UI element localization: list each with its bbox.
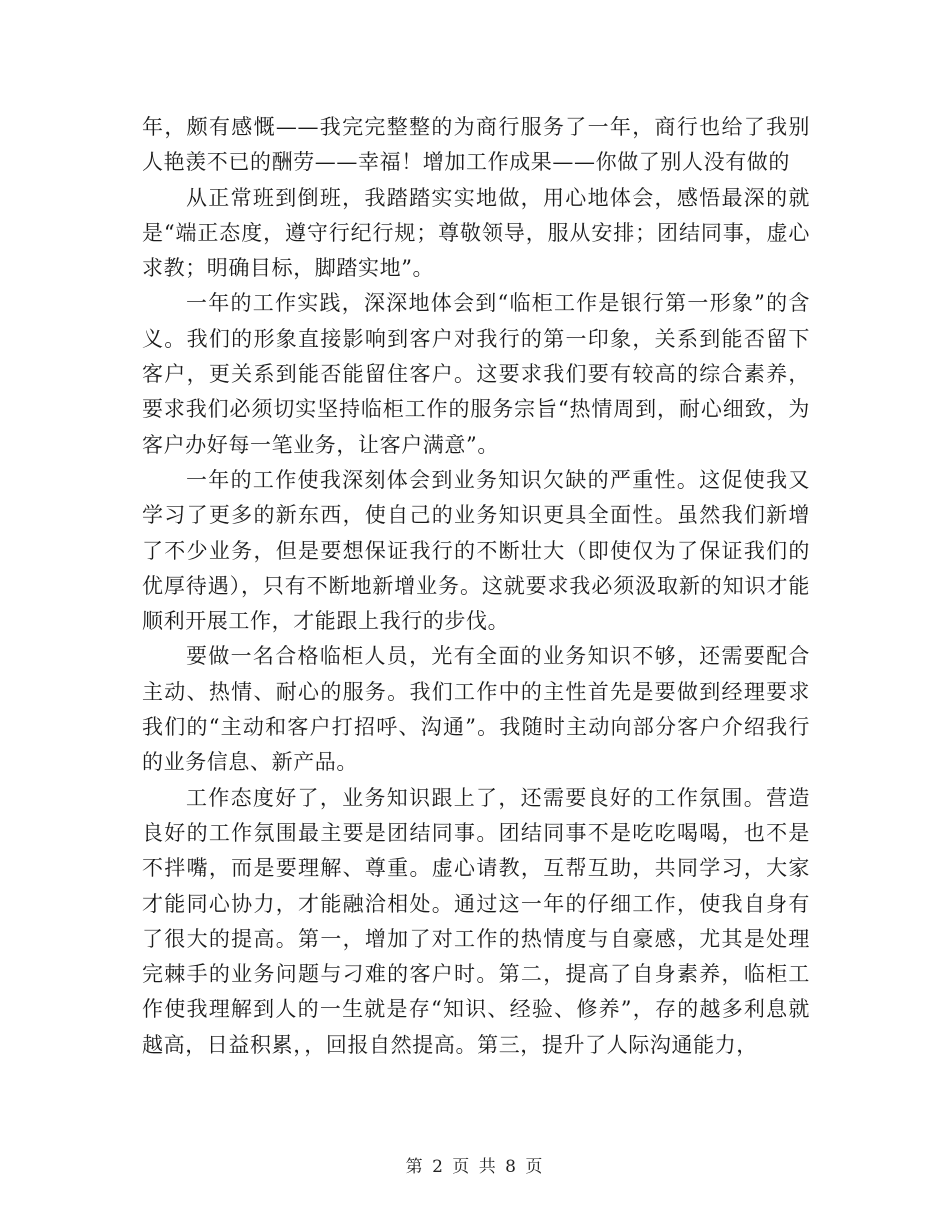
paragraph-4: 一年的工作使我深刻体会到业务知识欠缺的严重性。这促使我又学习了更多的新东西，使自己的业务知识更具全面性。虽然我们新增了不少业务，但是要想保证我行的不断壮大（即使仅为了保证我们的优厚待遇），只有不断地新增业务。这就要求我必须汲取新的知识才能顺利开展工作，才能跟上我行的步伐。 [142,467,810,634]
page-footer: 第 2 页 共 8 页 [405,1157,545,1177]
paragraph-5: 要做一名合格临柜人员，光有全面的业务知识不够，还需要配合主动、热情、耐心的服务。我们工作中的主性首先是要做到经理要求我们的“主动和客户打招呼、沟通”。我随时主动向部分客户介绍我行的业务信息、新产品。 [142,644,810,775]
document-body [142,110,810,1063]
paragraph-3: 一年的工作实践，深深地体会到“临柜工作是银行第一形象”的含义。我们的形象直接影响到客户对我行的第一印象，关系到能否留下客户，更关系到能否能留住客户。这要求我们要有较高的综合素养，要求我们必须切实坚持临柜工作的服务宗旨“热情周到，耐心细致，为客户办好每一笔业务，让客户满意”。 [142,291,810,457]
paragraph-6: 工作态度好了，业务知识跟上了，还需要良好的工作氛围。营造良好的工作氛围最主要是团结同事。团结同事不是吃吃喝喝，也不是不拌嘴，而是要理解、尊重。虚心请教，互帮互助，共同学习，大家才能同心协力，才能融洽相处。通过这一年的仔细工作，使我自身有了很大的提高。第一，增加了对工作的热情度与自豪感，尤其是处理完棘手的业务问题与刁难的客户时。第二，提高了自身素养，临柜工作使我理解到人的一生就是存“知识、经验、修养”，存的越多利息就越高，日益积累，，回报自然提高。第三，提升了人际沟通能力， [142,785,810,1057]
paragraph-2: 从正常班到倒班，我踏踏实实地做，用心地体会，感悟最深的就是“端正态度，遵守行纪行规；尊敬领导，服从安排；团结同事，虚心求教；明确目标，脚踏实地”。 [142,185,810,281]
paragraph-1: 年，颇有感慨——我完完整整的为商行服务了一年，商行也给了我别人艳羡不已的酬劳——幸福！增加工作成果——你做了别人没有做的 [142,115,810,175]
